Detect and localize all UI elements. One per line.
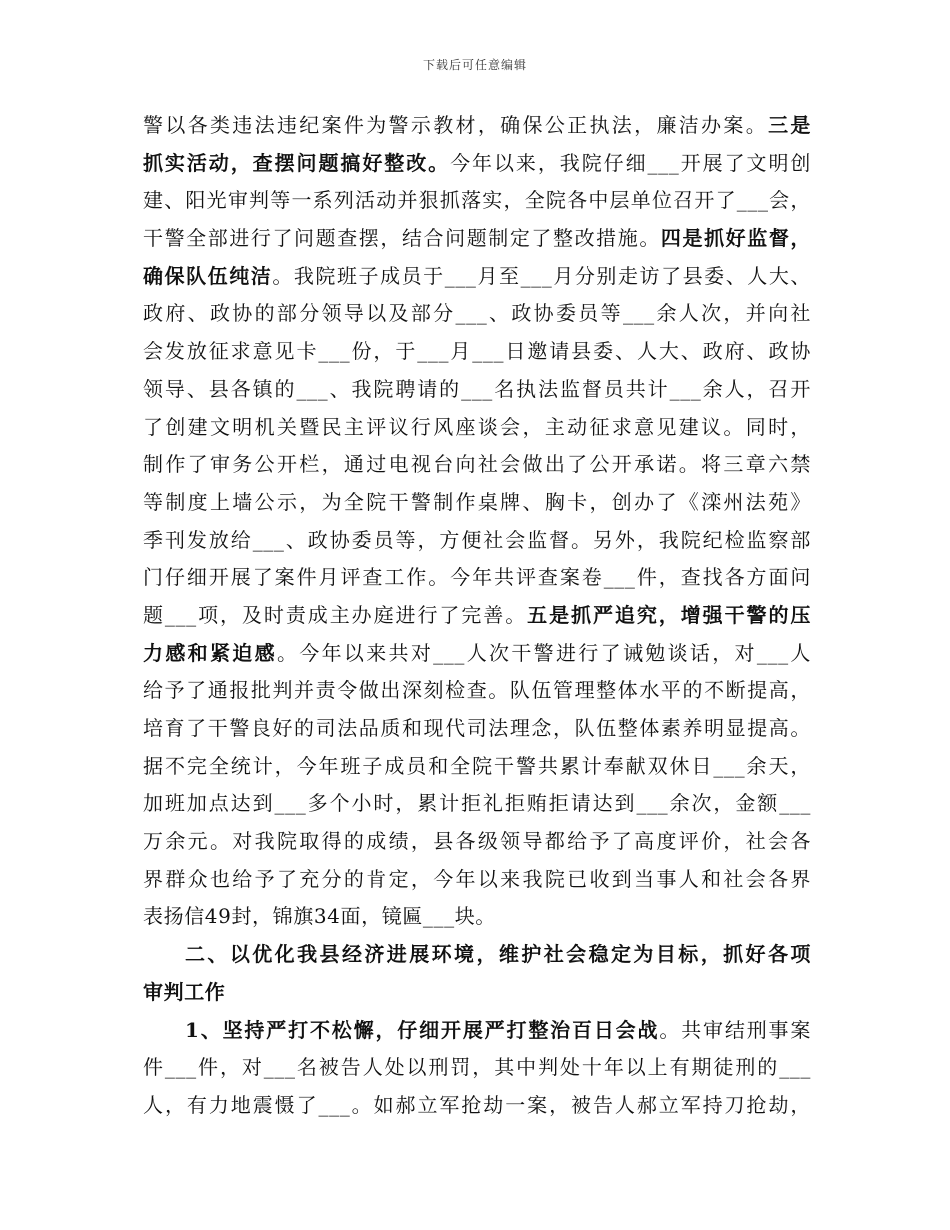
bold-text-segment: 确保队伍纯洁 [143,263,273,288]
document-lines [143,107,811,1125]
text-line [143,1012,811,1050]
text-line [143,823,811,861]
text-segment: 培育了干警良好的司法品质和现代司法理念，队伍整体素养明显提高。 [143,716,811,740]
text-line [143,898,811,936]
document-body [143,107,811,1125]
bold-text-segment: 力感和紧迫感 [143,640,277,665]
text-segment: 。今年以来共对___人次干警进行了诫勉谈话，对___人 [276,640,811,665]
text-line [143,974,811,1012]
text-line [143,371,811,409]
bold-text-segment: 五是抓严追究，增强干警的压 [527,602,811,627]
bold-text-segment: 1、坚持严打不松懈，仔细开展严打整治百日会战 [185,1017,660,1042]
text-segment: 领导、县各镇的___、我院聘请的___名执法监督员共计___余人，召开 [143,376,811,401]
text-line [143,559,811,597]
text-line [143,484,811,522]
text-segment: 会发放征求意见卡___份，于___月___日邀请县委、人大、政府、政协 [143,339,811,364]
text-segment: 门仔细开展了案件月评查工作。今年共评查案卷___件，查找各方面问 [143,565,811,590]
text-line [143,597,811,635]
text-segment: 了创建文明机关暨民主评议行风座谈会，主动征求意见建议。同时， [143,414,811,439]
text-line [143,936,811,974]
text-segment: 万余元。对我院取得的成绩，县各级领导都给予了高度评价，社会各 [143,829,811,854]
text-segment: 加班加点达到___多个小时，累计拒礼拒贿拒请达到___余次，金额___ [143,791,811,816]
bold-text-segment: 四是抓好监督， [660,226,811,251]
bold-text-segment: 抓实活动，查摆问题搞好整改。 [143,150,451,175]
text-line [143,748,811,786]
text-segment: 干警全部进行了问题查摆，结合问题制定了整改措施。 [143,226,661,251]
bold-text-segment: 审判工作 [143,979,226,1004]
text-segment: 制作了审务公开栏，通过电视台向社会做出了公开承诺。将三章六禁 [143,452,811,477]
text-segment: 建、阳光审判等一系列活动并狠抓落实，全院各中层单位召开了___会， [143,188,811,213]
text-segment: 表扬信49封，锦旗34面，镜匾___块。 [143,904,496,929]
page-header: 下载后可任意编辑 [422,58,527,72]
text-segment: 题___项，及时责成主办庭进行了完善。 [143,602,528,627]
text-line [143,220,811,258]
text-line [143,107,811,145]
text-segment: 季刊发放给___、政协委员等，方便社会监督。另外，我院纪检监察部 [143,527,811,552]
text-line [143,258,811,296]
text-line [143,1087,811,1125]
text-line [143,861,811,899]
text-segment: 等制度上墙公示，为全院干警制作桌牌、胸卡，创办了《滦州法苑》 [143,489,811,514]
bold-text-segment: 三是 [768,113,811,137]
text-segment: 政府、政协的部分领导以及部分___、政协委员等___余人次，并向社 [143,301,811,326]
text-segment: 警以各类违法违纪案件为警示教材，确保公正执法，廉洁办案。 [143,113,769,137]
text-segment: 据不完全统计，今年班子成员和全院干警共累计奉献双休日___余天， [143,753,811,778]
text-line [143,145,811,183]
text-segment: 件___件，对___名被告人处以刑罚，其中判处十年以上有期徒刑的___ [143,1055,811,1080]
bold-text-segment: 二、以优化我县经济进展环境，维护社会稳定为目标，抓好各项 [185,942,811,967]
text-line [143,446,811,484]
text-line [143,182,811,220]
text-segment: 界群众也给予了充分的肯定，今年以来我院已收到当事人和社会各界 [143,866,811,891]
text-line [143,710,811,748]
text-line [143,785,811,823]
text-line [143,333,811,371]
text-line [143,635,811,673]
text-line [143,1049,811,1087]
text-line [143,295,811,333]
text-segment: 。我院班子成员于___月至___月分别走访了县委、人大、 [272,263,811,288]
text-segment: 。共审结刑事案 [659,1017,811,1042]
text-segment: 人，有力地震慑了___。如郝立军抢劫一案，被告人郝立军持刀抢劫， [143,1092,811,1117]
text-line [143,409,811,447]
text-segment: 今年以来，我院仔细___开展了文明创 [450,150,811,175]
text-line [143,522,811,560]
text-line [143,672,811,710]
text-segment: 给予了通报批判并责令做出深刻检查。队伍管理整体水平的不断提高， [143,678,811,703]
